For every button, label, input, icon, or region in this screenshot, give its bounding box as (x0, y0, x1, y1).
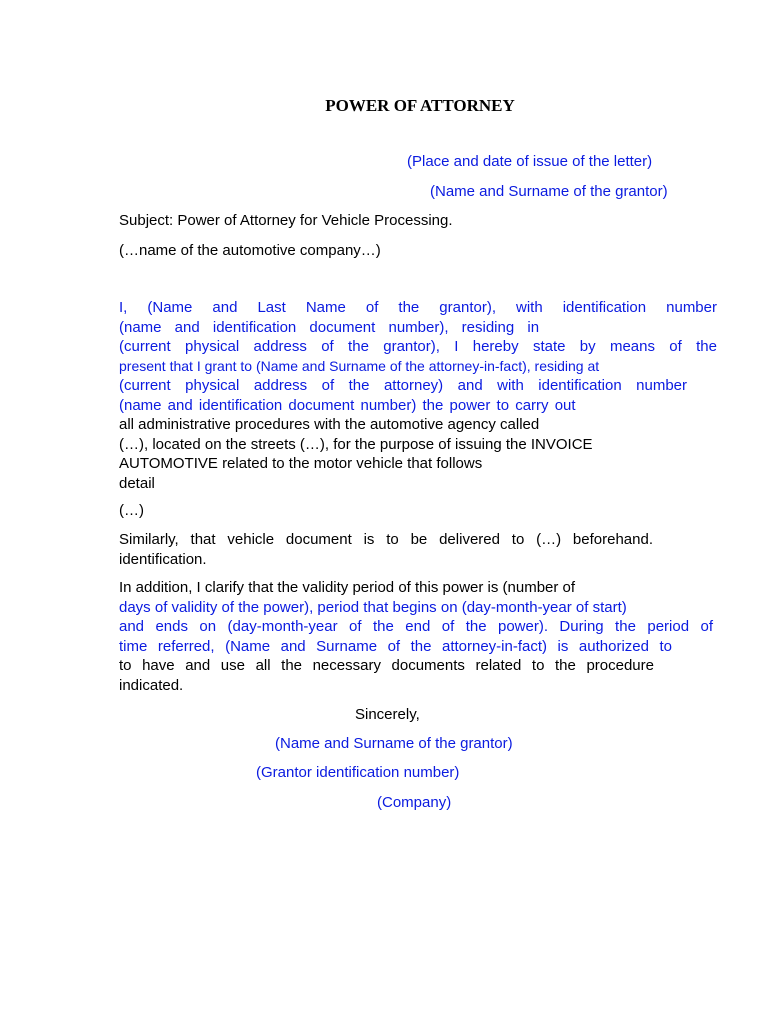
body-line: I, (Name and Last Name of the grantor), with identification number (119, 299, 717, 316)
document-title: POWER OF ATTORNEY (325, 96, 515, 115)
body-line: AUTOMOTIVE related to the motor vehicle that follows (119, 455, 483, 472)
body-line: (current physical address of the attorney) and with identification number (119, 377, 687, 394)
body-line: (name and identification document number), residing in (119, 318, 540, 336)
place-date-placeholder: (Place and date of issue of the letter) (407, 153, 653, 170)
signature-id-placeholder: (Grantor identification number) (256, 764, 460, 781)
closing-line: Sincerely, (355, 706, 420, 723)
body-line: (current physical address of the grantor), I hereby state by means of the (119, 338, 717, 355)
body-line: (…), located on the streets (…), for the purpose of issuing the INVOICE (119, 435, 593, 453)
body-line: present that I grant to (Name and Surname of the attorney-in-fact), residing at (119, 357, 600, 374)
body-line: all administrative procedures with the automotive agency called (119, 416, 540, 433)
similarly-paragraph (119, 530, 717, 569)
similarly-line: identification. (119, 550, 207, 568)
addition-paragraph (119, 578, 717, 695)
similarly-line: Similarly, that vehicle document is to be delivered to (…) beforehand. (119, 531, 653, 548)
signature-company-placeholder: (Company) (377, 794, 452, 811)
signature-name-placeholder: (Name and Surname of the grantor) (275, 735, 513, 752)
body-line: (name and identification document number) the power to carry out (119, 396, 576, 414)
body-line: detail (119, 474, 155, 492)
addition-line: days of validity of the power), period that begins on (day-month-year of start) (119, 598, 627, 616)
body-paragraph (119, 298, 717, 493)
ellipsis-line: (…) (119, 502, 144, 519)
addition-line: indicated. (119, 676, 184, 694)
company-line: (…name of the automotive company…) (119, 242, 381, 259)
addition-line: time referred, (Name and Surname of the attorney-in-fact) is authorized to (119, 637, 672, 655)
addition-line: and ends on (day-month-year of the end of the power). During the period of (119, 618, 713, 635)
addition-line: to have and use all the necessary documents related to the procedure (119, 657, 654, 674)
addition-line: In addition, I clarify that the validity period of this power is (number of (119, 579, 576, 596)
grantor-header-placeholder: (Name and Surname of the grantor) (430, 183, 668, 200)
subject-line: Subject: Power of Attorney for Vehicle Processing. (119, 212, 453, 229)
